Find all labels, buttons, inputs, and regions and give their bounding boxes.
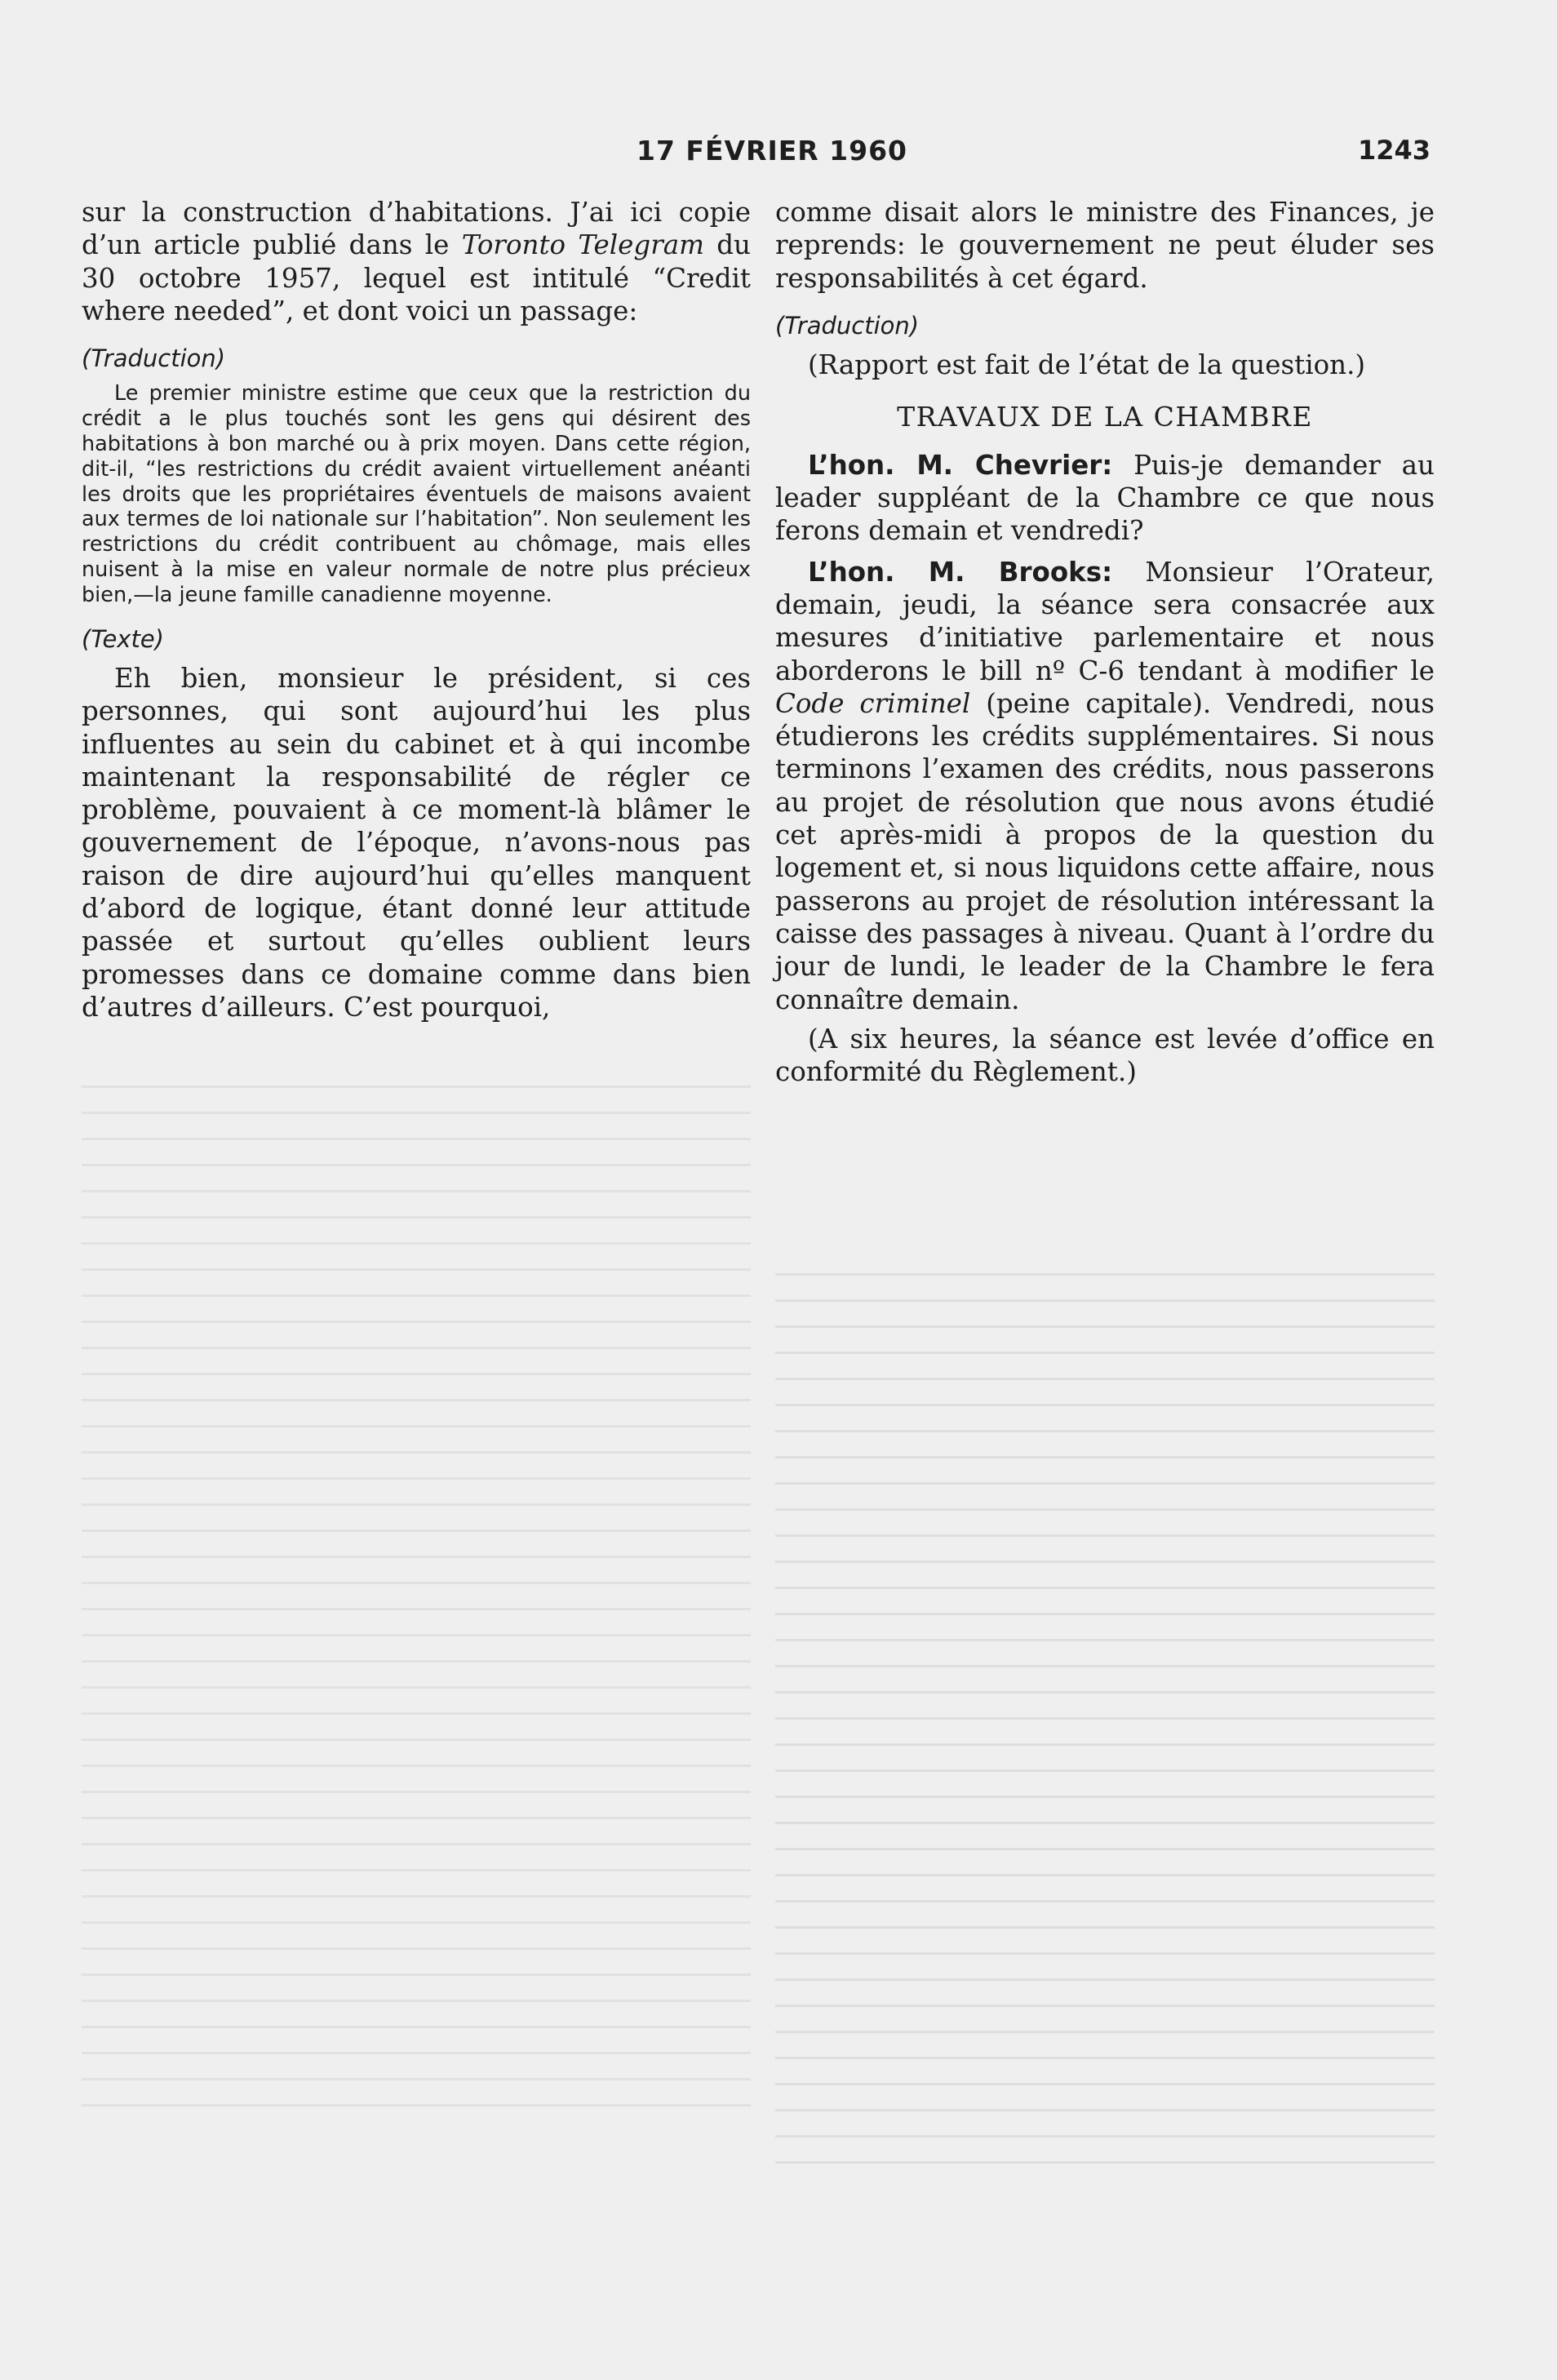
continuation-paragraph: comme disait alors le ministre des Finances, je reprends: le gouvernement ne peut éluder ses responsabilités à cet égard. [775,197,1435,294]
body-paragraph: Eh bien, monsieur le président, si ces personnes, qui sont aujourd’hui les plus influentes au sein du cabinet et à qui incombe maintenant la responsabilité de régler ce problème, pouvaient à ce moment-là blâmer le gouvernement de l’époque, n’avons-nous pas raison de dire aujourd’hui qu’elles manquent d’abord de logique, étant donné leur attitude passée et surtout qu’elles oublient leurs promesses dans ce domaine comme dans bien d’autres d’ailleurs. C’est pourquoi, [82,662,751,1023]
code-criminel: Code criminel [775,687,971,719]
label-traduction: (Traduction) [82,344,226,373]
speaker-brooks: L’hon. M. Brooks: [808,556,1113,588]
header-date: 17 FÉVRIER 1960 [637,135,908,167]
page-number: 1243 [1357,135,1431,166]
label-texte: (Texte) [82,624,164,653]
newspaper-title: Toronto Telegram [461,229,704,261]
report-note: (Rapport est fait de l’état de la question.) [808,349,1366,381]
bleed-through-right [775,1273,1435,2171]
section-title: TRAVAUX DE LA CHAMBRE [897,401,1313,433]
bleed-through-left [82,1086,751,2130]
speech-chevrier: L’hon. M. Chevrier: Puis-je demander au leader suppléant de la Chambre ce que nous ferons demain et vendredi? [775,449,1435,547]
closing-note: (A six heures, la séance est levée d’office en conformité du Règlement.) [775,1023,1435,1088]
quoted-article: Le premier ministre estime que ceux que la restriction du crédit a le plus touchés sont les gens qui désirent des habitations à bon marché ou à prix moyen. Dans cette région, dit-il, “les restrictions du crédit avaient virtuellement anéanti les droits que les propriétaires éventuels de maisons avaient aux termes de loi nationale sur l’habitation”. Non seulement les restrictions du crédit contribuent au chômage, mais elles nuisent à la mise en valeur normale de notre plus précieux bien,—la jeune famille canadienne moyenne. [82,381,751,607]
right-column [775,196,1435,1088]
label-traduction-right: (Traduction) [775,311,920,340]
speaker-chevrier: L’hon. M. Chevrier: [808,449,1113,481]
left-column [82,196,751,1023]
speech-brooks: L’hon. M. Brooks: Monsieur l’Orateur, demain, jeudi, la séance sera consacrée aux mesures d’initiative parlementaire et nous aborderons le bill nº C-6 tendant à modifier le Code criminel (peine capitale). Vendredi, nous étudierons les crédits supplémentaires. Si nous terminons l’examen des crédits, nous passerons au projet de résolution que nous avons étudié cet après-midi à propos de la question du logement et, si nous liquidons cette affaire, nous passerons au projet de résolution intéressant la caisse des passages à niveau. Quant à l’ordre du jour de lundi, le leader de la Chambre le fera connaître demain. [775,556,1435,1015]
intro-paragraph: sur la construction d’habitations. J’ai ici copie d’un article publié dans le Toronto Telegram du 30 octobre 1957, lequel est intitulé “Credit where needed”, et dont voici un passage: [82,197,751,326]
page-header [0,135,1557,175]
